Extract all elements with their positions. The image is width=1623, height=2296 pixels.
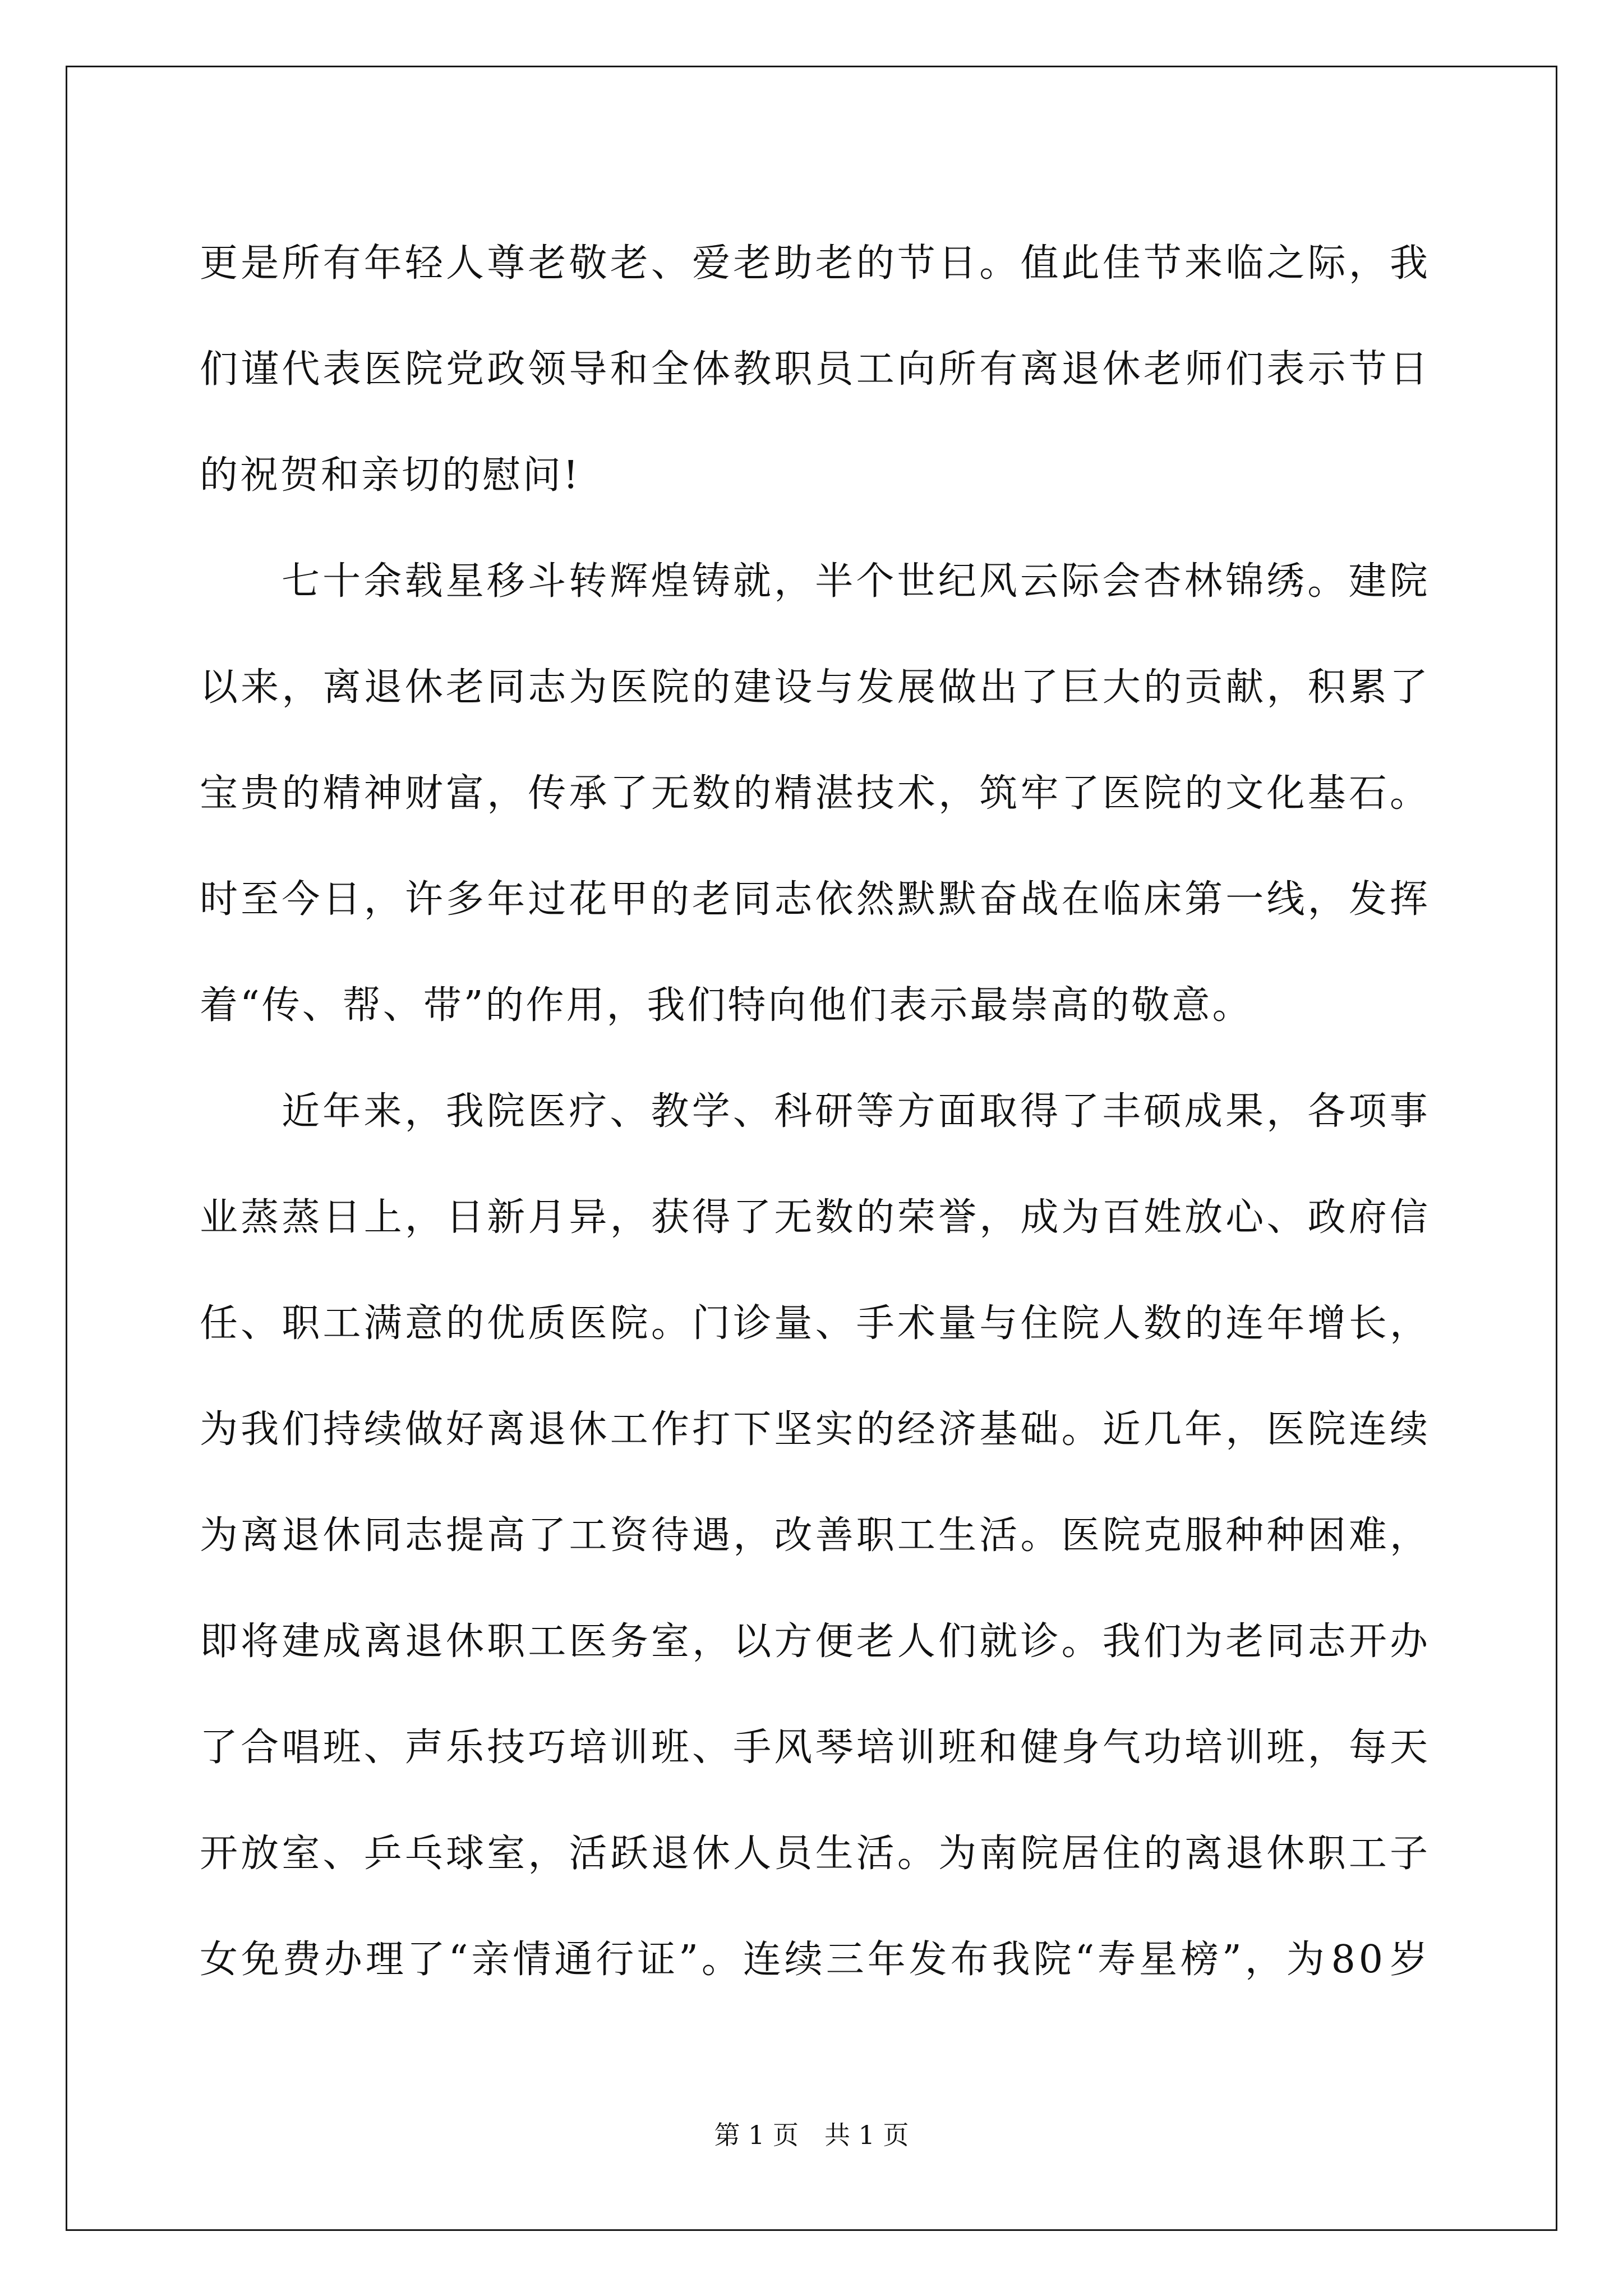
text-line: 更 是 所 有 年 轻 人 尊 老 敬 老 、 爱 老 助 老 的 节 日 。 值 此 佳 节 来 临 之 际 ， 我 [200,241,1428,286]
text-line: 时 至 今 日 ， 许 多 年 过 花 甲 的 老 同 志 依 然 默 默 奋 战 在 临 床 第 一 线 ， 发 挥 [200,877,1428,922]
text-line: 七 十 余 载 星 移 斗 转 辉 煌 铸 就 ， 半 个 世 纪 风 云 际 会 杏 林 锦 绣 。 建 院 [282,559,1428,604]
text-line: 为 我 们 持 续 做 好 离 退 休 工 作 打 下 坚 实 的 经 济 基 础 。 近 几 年 ， 医 院 连 续 [200,1407,1428,1452]
text-line: 业 蒸 蒸 日 上 ， 日 新 月 异 ， 获 得 了 无 数 的 荣 誉 ， 成 为 百 姓 放 心 、 政 府 信 [200,1195,1428,1240]
text-line: 开 放 室 、 乒 乓 球 室 ， 活 跃 退 休 人 员 生 活 。 为 南 院 居 住 的 离 退 休 职 工 子 [200,1832,1428,1876]
text-line: 着“传、帮、带”的作用，我们特向他们表示最崇高的敬意。 [200,983,1253,1028]
text-line: 的祝贺和亲切的慰问! [200,453,581,498]
text-line: 了 合 唱 班 、 声 乐 技 巧 培 训 班 、 手 风 琴 培 训 班 和 健 身 气 功 培 训 班 ， 每 天 [200,1726,1428,1770]
text-line: 们 谨 代 表 医 院 党 政 领 导 和 全 体 教 职 员 工 向 所 有 离 退 休 老 师 们 表 示 节 日 [200,347,1428,392]
text-line: 为 离 退 休 同 志 提 高 了 工 资 待 遇 ， 改 善 职 工 生 活 。 医 院 克 服 种 种 困 难 ， [200,1513,1428,1558]
text-line: 近 年 来 ， 我 院 医 疗 、 教 学 、 科 研 等 方 面 取 得 了 丰 硕 成 果 ， 各 项 事 [282,1089,1428,1134]
document-body [200,210,1428,2013]
text-line: 即 将 建 成 离 退 休 职 工 医 务 室 ， 以 方 便 老 人 们 就 诊 。 我 们 为 老 同 志 开 办 [200,1619,1428,1664]
text-line: 宝 贵 的 精 神 财 富 ， 传 承 了 无 数 的 精 湛 技 术 ， 筑 牢 了 医 院 的 文 化 基 石 。 [200,771,1428,816]
text-line: 女 免 费 办 理 了 “ 亲 情 通 行 证 ” 。 连 续 三 年 发 布 我 院 “ 寿 星 榜 ” ， 为 8 0 岁 [200,1938,1428,1982]
text-line: 以 来 ， 离 退 休 老 同 志 为 医 院 的 建 设 与 发 展 做 出 了 巨 大 的 贡 献 ， 积 累 了 [200,665,1428,710]
page-footer: 第 1 页 共 1 页 [714,2120,909,2150]
text-line: 任 、 职 工 满 意 的 优 质 医 院 。 门 诊 量 、 手 术 量 与 住 院 人 数 的 连 年 增 长 ， [200,1301,1428,1346]
